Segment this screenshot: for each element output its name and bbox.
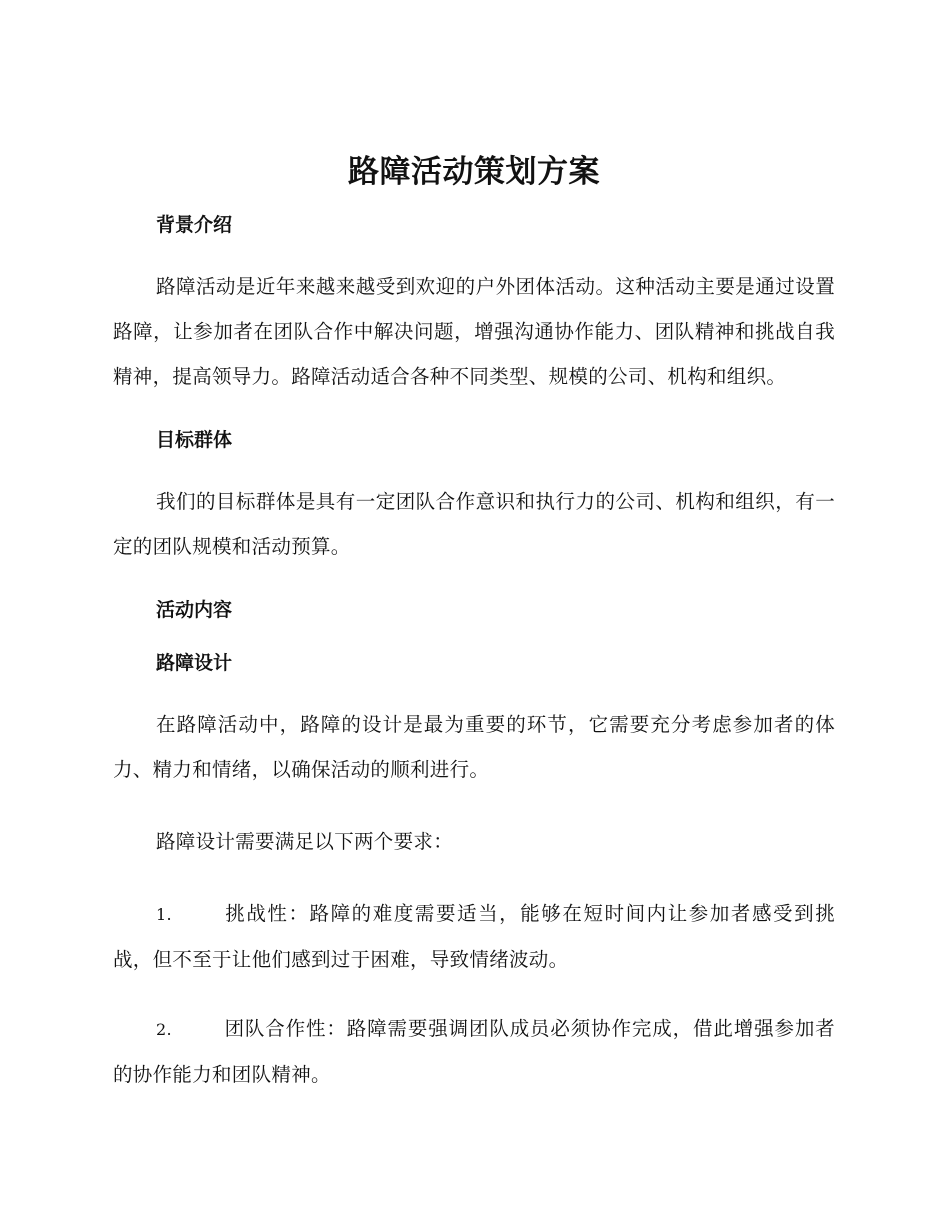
document-content: [113, 150, 835, 1121]
section-heading-design: 路障设计: [156, 652, 233, 674]
paragraph-background: 路障活动是近年来越来越受到欢迎的户外团体活动。这种活动主要是通过设置路障，让参加者在团队合作中解决问题，增强沟通协作能力、团队精神和挑战自我精神，提高领导力。路障活动适合各种不同类型、规模的公司、机构和组织。: [113, 275, 835, 388]
paragraph-target: 我们的目标群体是具有一定团队合作意识和执行力的公司、机构和组织，有一定的团队规模和活动预算。: [113, 490, 835, 558]
paragraph-design-intro: 在路障活动中，路障的设计是最为重要的环节，它需要充分考虑参加者的体力、精力和情绪，以确保活动的顺利进行。: [113, 713, 835, 781]
section-heading-background: 背景介绍: [156, 214, 233, 236]
document-title: 路障活动策划方案: [348, 154, 600, 190]
list-item-teamwork: [113, 1006, 835, 1097]
list-number: 1.: [156, 905, 172, 924]
section-heading-target: 目标群体: [156, 429, 233, 451]
section-heading-content: 活动内容: [156, 599, 233, 621]
list-text: 挑战性：路障的难度需要适当，能够在短时间内让参加者感受到挑战，但不至于让他们感到过于困难，导致情绪波动。: [113, 902, 835, 971]
paragraph-design-requirements: 路障设计需要满足以下两个要求：: [156, 830, 454, 853]
list-text: 团队合作性：路障需要强调团队成员必须协作完成，借此增强参加者的协作能力和团队精神。: [113, 1017, 835, 1086]
list-number: 2.: [156, 1020, 172, 1039]
list-item-challenge: [113, 891, 835, 982]
